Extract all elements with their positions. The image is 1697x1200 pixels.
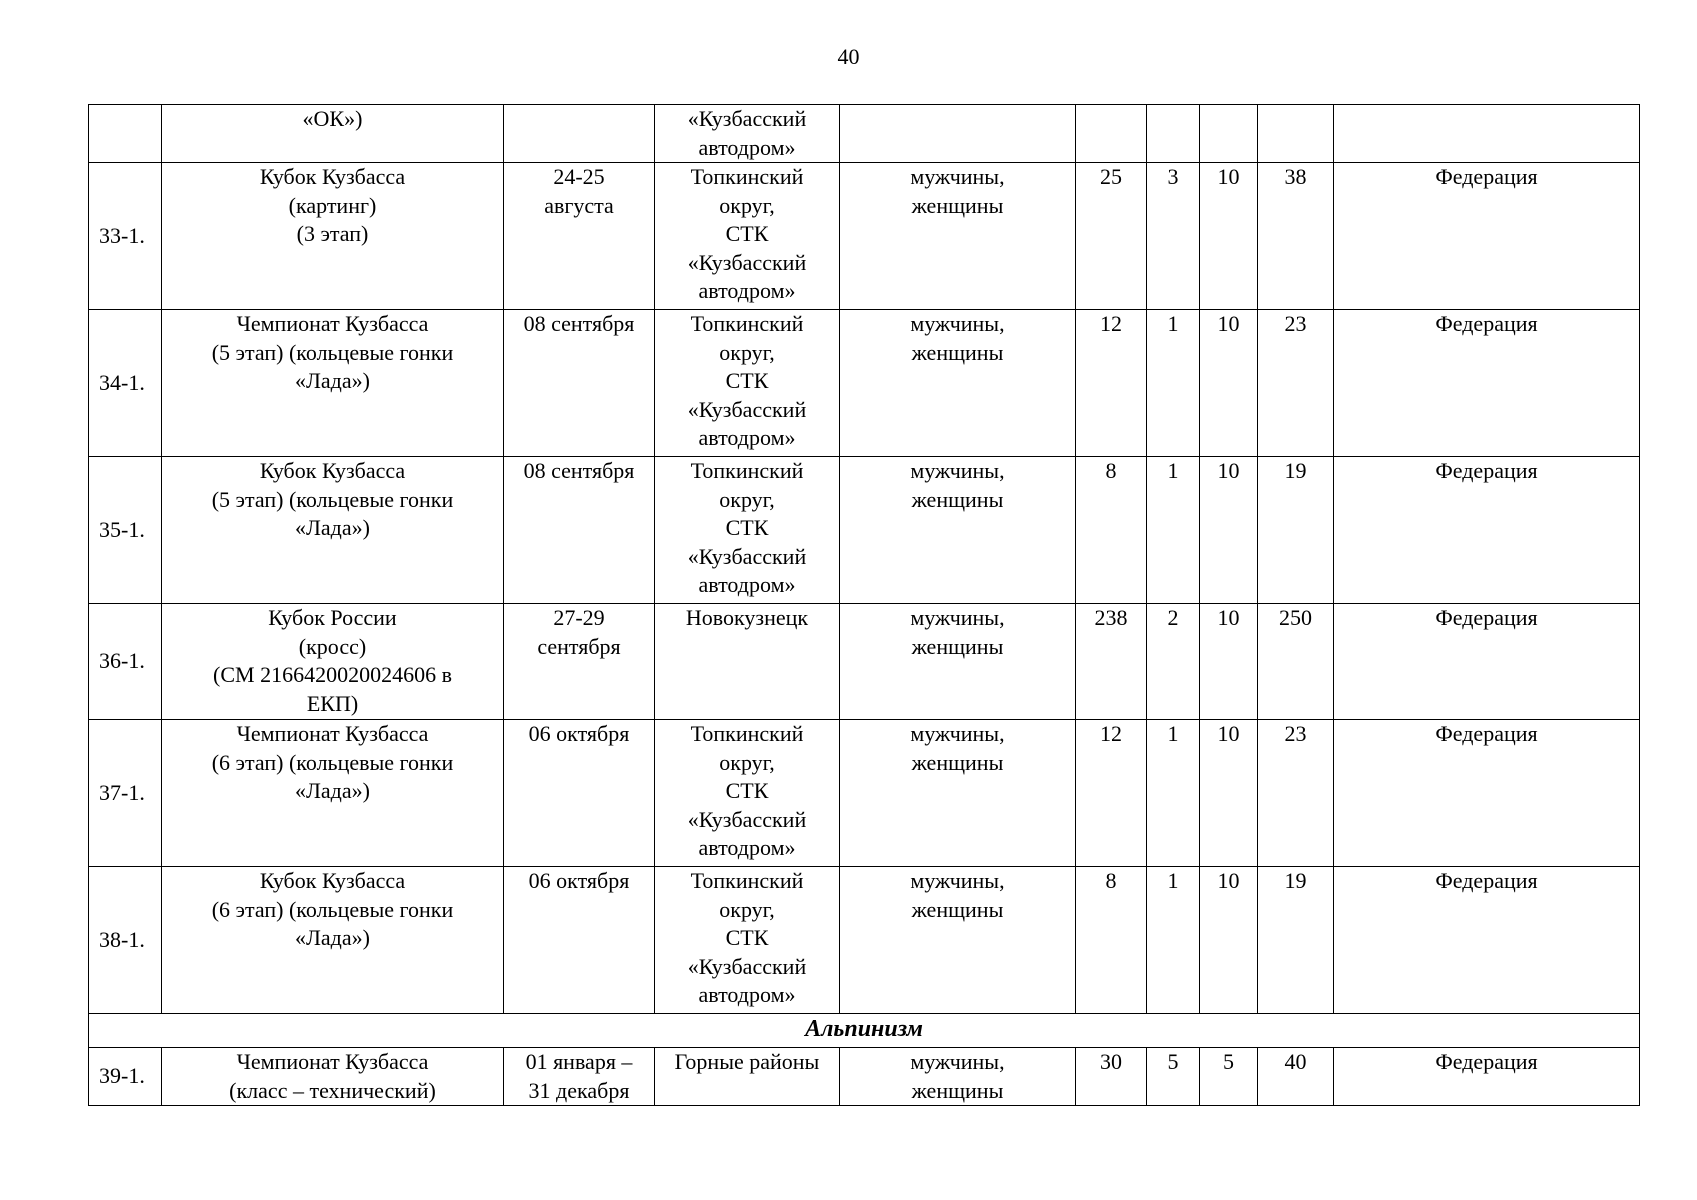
- table-row: [89, 1048, 1640, 1106]
- event-name: Кубок Кузбасса (5 этап) (кольцевые гонки «Лада»): [162, 457, 504, 604]
- event-date: 24-25 августа: [504, 163, 655, 310]
- count-3: 10: [1200, 457, 1258, 604]
- count-3: 10: [1200, 720, 1258, 867]
- count-3: 10: [1200, 867, 1258, 1014]
- count-total: 19: [1258, 867, 1334, 1014]
- count-1: 12: [1076, 720, 1147, 867]
- participants: мужчины, женщины: [840, 604, 1076, 720]
- count-3: 10: [1200, 310, 1258, 457]
- count-1: 12: [1076, 310, 1147, 457]
- event-name: Чемпионат Кузбасса (класс – технический): [162, 1048, 504, 1106]
- table-row: [89, 720, 1640, 867]
- count-3: [1200, 105, 1258, 163]
- count-2: 1: [1147, 867, 1200, 1014]
- event-date: 06 октября: [504, 720, 655, 867]
- row-number: 35-1.: [89, 457, 162, 604]
- participants: мужчины, женщины: [840, 720, 1076, 867]
- table-row: [89, 310, 1640, 457]
- event-date: 27-29 сентября: [504, 604, 655, 720]
- table-row: [89, 163, 1640, 310]
- organizer: [1334, 105, 1640, 163]
- count-total: 23: [1258, 720, 1334, 867]
- count-2: 1: [1147, 310, 1200, 457]
- event-date: 08 сентября: [504, 310, 655, 457]
- organizer: Федерация: [1334, 1048, 1640, 1106]
- event-place: Топкинский округ, СТК «Кузбасский автодром»: [655, 163, 840, 310]
- section-title: Альпинизм: [89, 1014, 1640, 1048]
- count-total: 40: [1258, 1048, 1334, 1106]
- participants: мужчины, женщины: [840, 457, 1076, 604]
- count-total: 19: [1258, 457, 1334, 604]
- event-name: Кубок Кузбасса (6 этап) (кольцевые гонки «Лада»): [162, 867, 504, 1014]
- event-place: Новокузнецк: [655, 604, 840, 720]
- event-date: 01 января – 31 декабря: [504, 1048, 655, 1106]
- organizer: Федерация: [1334, 867, 1640, 1014]
- count-2: 5: [1147, 1048, 1200, 1106]
- table-row: [89, 457, 1640, 604]
- participants: мужчины, женщины: [840, 1048, 1076, 1106]
- count-3: 10: [1200, 163, 1258, 310]
- count-3: 5: [1200, 1048, 1258, 1106]
- participants: мужчины, женщины: [840, 163, 1076, 310]
- event-place: Топкинский округ, СТК «Кузбасский автодром»: [655, 720, 840, 867]
- event-name: Кубок Кузбасса (картинг) (3 этап): [162, 163, 504, 310]
- row-number: 33-1.: [89, 163, 162, 310]
- count-1: 8: [1076, 867, 1147, 1014]
- count-1: 238: [1076, 604, 1147, 720]
- event-place: Топкинский округ, СТК «Кузбасский автодром»: [655, 867, 840, 1014]
- event-date: 06 октября: [504, 867, 655, 1014]
- row-number: 34-1.: [89, 310, 162, 457]
- row-number: 38-1.: [89, 867, 162, 1014]
- count-2: 1: [1147, 720, 1200, 867]
- row-number: [89, 105, 162, 163]
- event-place: Горные районы: [655, 1048, 840, 1106]
- event-name: Чемпионат Кузбасса (5 этап) (кольцевые гонки «Лада»): [162, 310, 504, 457]
- event-name: Чемпионат Кузбасса (6 этап) (кольцевые гонки «Лада»): [162, 720, 504, 867]
- organizer: Федерация: [1334, 720, 1640, 867]
- row-number: 36-1.: [89, 604, 162, 720]
- count-2: [1147, 105, 1200, 163]
- participants: мужчины, женщины: [840, 867, 1076, 1014]
- count-total: 250: [1258, 604, 1334, 720]
- count-2: 2: [1147, 604, 1200, 720]
- event-place: Топкинский округ, СТК «Кузбасский автодром»: [655, 310, 840, 457]
- organizer: Федерация: [1334, 163, 1640, 310]
- event-date: 08 сентября: [504, 457, 655, 604]
- count-1: 30: [1076, 1048, 1147, 1106]
- participants: [840, 105, 1076, 163]
- count-1: 25: [1076, 163, 1147, 310]
- organizer: Федерация: [1334, 457, 1640, 604]
- event-place: Топкинский округ, СТК «Кузбасский автодром»: [655, 457, 840, 604]
- event-place: «Кузбасский автодром»: [655, 105, 840, 163]
- page-number: 40: [837, 44, 860, 69]
- count-1: 8: [1076, 457, 1147, 604]
- table-row: [89, 604, 1640, 720]
- event-name: «ОК»): [162, 105, 504, 163]
- event-name: Кубок России (кросс) (СМ 2166420020024606 в ЕКП): [162, 604, 504, 720]
- count-2: 3: [1147, 163, 1200, 310]
- table-row-continuation: [89, 105, 1640, 163]
- participants: мужчины, женщины: [840, 310, 1076, 457]
- table-body: [89, 105, 1640, 1106]
- events-table: [88, 104, 1640, 1106]
- event-date: [504, 105, 655, 163]
- count-total: [1258, 105, 1334, 163]
- section-header-row: [89, 1014, 1640, 1048]
- table-row: [89, 867, 1640, 1014]
- row-number: 37-1.: [89, 720, 162, 867]
- count-1: [1076, 105, 1147, 163]
- organizer: Федерация: [1334, 310, 1640, 457]
- count-3: 10: [1200, 604, 1258, 720]
- row-number: 39-1.: [89, 1048, 162, 1106]
- organizer: Федерация: [1334, 604, 1640, 720]
- count-total: 38: [1258, 163, 1334, 310]
- count-total: 23: [1258, 310, 1334, 457]
- count-2: 1: [1147, 457, 1200, 604]
